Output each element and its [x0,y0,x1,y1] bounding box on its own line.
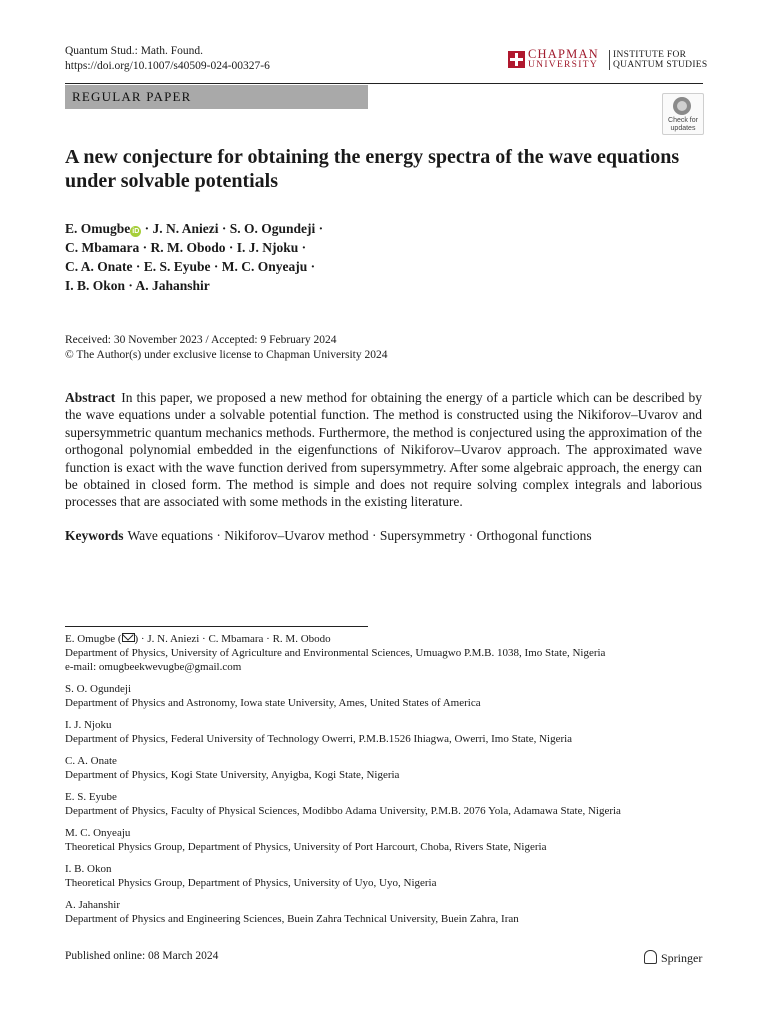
received-accepted-dates: Received: 30 November 2023 / Accepted: 9 February 2024 [65,334,337,346]
affiliation-department: Department of Physics, Kogi State University, Anyigba, Kogi State, Nigeria [65,769,400,781]
abstract-section [65,389,702,511]
affiliation-department: Theoretical Physics Group, Department of Physics, University of Uyo, Uyo, Nigeria [65,877,437,889]
affiliation-department: Theoretical Physics Group, Department of Physics, University of Port Harcourt, Choba, Rivers State, Nigeria [65,841,547,853]
check-for-updates-icon [673,97,691,115]
affiliation-email[interactable]: e-mail: omugbeekwevugbe@gmail.com [65,661,242,673]
affiliation-author-text-rest: ) · J. N. Aniezi · C. Mbamara · R. M. Obodo [134,633,331,645]
affiliation-authors [65,632,705,646]
affiliation-department: Department of Physics, University of Agriculture and Environmental Sciences, Umuagwo P.M.B. 1038, Imo State, Nigeria [65,647,606,659]
affiliation-authors: C. A. Onate [65,755,117,767]
affiliation-authors: I. J. Njoku [65,719,112,731]
keywords-label: Keywords [65,528,124,543]
affiliation-authors: S. O. Ogundeji [65,683,131,695]
abstract-label: Abstract [65,390,116,405]
published-online-date: Published online: 08 March 2024 [65,950,219,962]
keywords-text: Wave equations · Nikiforov–Uvarov method · Supersymmetry · Orthogonal functions [127,528,592,543]
affiliation-entry [65,898,705,926]
abstract-text: In this paper, we proposed a new method for obtaining the energy of a particle which can be described by the wave equations under a solvable potential function. The method is constructed using the Nikiforov–Uvarov and supersymmetric quantum mechanics methods. Furthermore, the method is conjectured using the approximation of the orthogonal polynomial embedded in the eigenfunctions of Nikiforov–Uvarov approach. The approximated wave function is exact with the wave function derived from supersymmetry. After some algebraic approach, the energy can be obtained in closed form. The method is simple and does not require solving complex integrals and laborious processes that are associated with some methods in the existing literature. [65,390,702,510]
logo-chapman-text: CHAPMAN [528,47,599,61]
affiliations [65,632,705,934]
springer-horse-icon [644,950,657,964]
affiliation-department: Department of Physics and Engineering Sciences, Buein Zahra Technical University, Buein Zahra, Iran [65,913,519,925]
article-dates [65,333,387,363]
check-updates-text-2: updates [670,125,696,132]
check-for-updates-button[interactable] [662,93,704,135]
paper-title: A new conjecture for obtaining the energy spectra of the wave equations under solvable potentials [65,146,680,192]
orcid-icon[interactable]: iD [132,228,140,235]
affiliation-authors: M. C. Onyeaju [65,827,131,839]
author-line-1-rest: · J. N. Aniezi · S. O. Ogundeji · [141,221,324,236]
author-line-4: I. B. Okon · A. Jahanshir [65,278,210,293]
affiliation-entry [65,826,705,854]
chapman-logo-icon [508,51,525,68]
journal-name: Quantum Stud.: Math. Found. [65,45,204,57]
springer-label: Springer [661,951,703,965]
affiliation-department: Department of Physics, Federal University of Technology Owerri, P.M.B.1526 Ihiagwa, Owerri, Imo State, Nigeria [65,733,573,745]
author-line-2: C. Mbamara · R. M. Obodo · I. J. Njoku · [65,240,307,255]
doi-link[interactable]: https://doi.org/10.1007/s40509-024-00327-6 [65,60,270,72]
affiliation-authors: A. Jahanshir [65,899,120,911]
affiliation-entry [65,754,705,782]
affiliation-entry [65,790,705,818]
author-list [65,219,705,295]
springer-logo[interactable] [644,950,702,966]
article-type-label: REGULAR PAPER [72,89,192,104]
logo-institute-line2: QUANTUM STUDIES [613,60,708,70]
footnote-rule [65,626,368,627]
corresponding-author[interactable]: E. Omugbe [65,221,131,236]
header-rule [65,83,703,84]
logo-university-text: UNIVERSITY [528,60,598,70]
author-line-1 [65,219,705,238]
article-type-banner [65,85,368,109]
affiliation-entry [65,682,705,710]
affiliation-department: Department of Physics and Astronomy, Iowa state University, Ames, United States of America [65,697,481,709]
affiliation-entry [65,862,705,890]
check-updates-text-1: Check for [668,117,698,124]
author-line-3: C. A. Onate · E. S. Eyube · M. C. Onyeaju · [65,259,316,274]
journal-header [65,44,270,74]
logo-divider [609,50,610,70]
affiliation-authors: I. B. Okon [65,863,112,875]
affiliation-entry [65,718,705,746]
keywords-section [65,527,702,544]
envelope-icon[interactable] [122,633,135,642]
copyright-notice: © The Author(s) under exclusive license to Chapman University 2024 [65,349,388,361]
affiliation-author-text: E. Omugbe ( [65,633,122,645]
logo-institute-line1: INSTITUTE FOR [613,50,687,60]
affiliation-authors: E. S. Eyube [65,791,117,803]
affiliation-entry [65,632,705,674]
affiliation-department: Department of Physics, Faculty of Physical Sciences, Modibbo Adama University, P.M.B. 2076 Yola, Adamawa State, Nigeria [65,805,621,817]
